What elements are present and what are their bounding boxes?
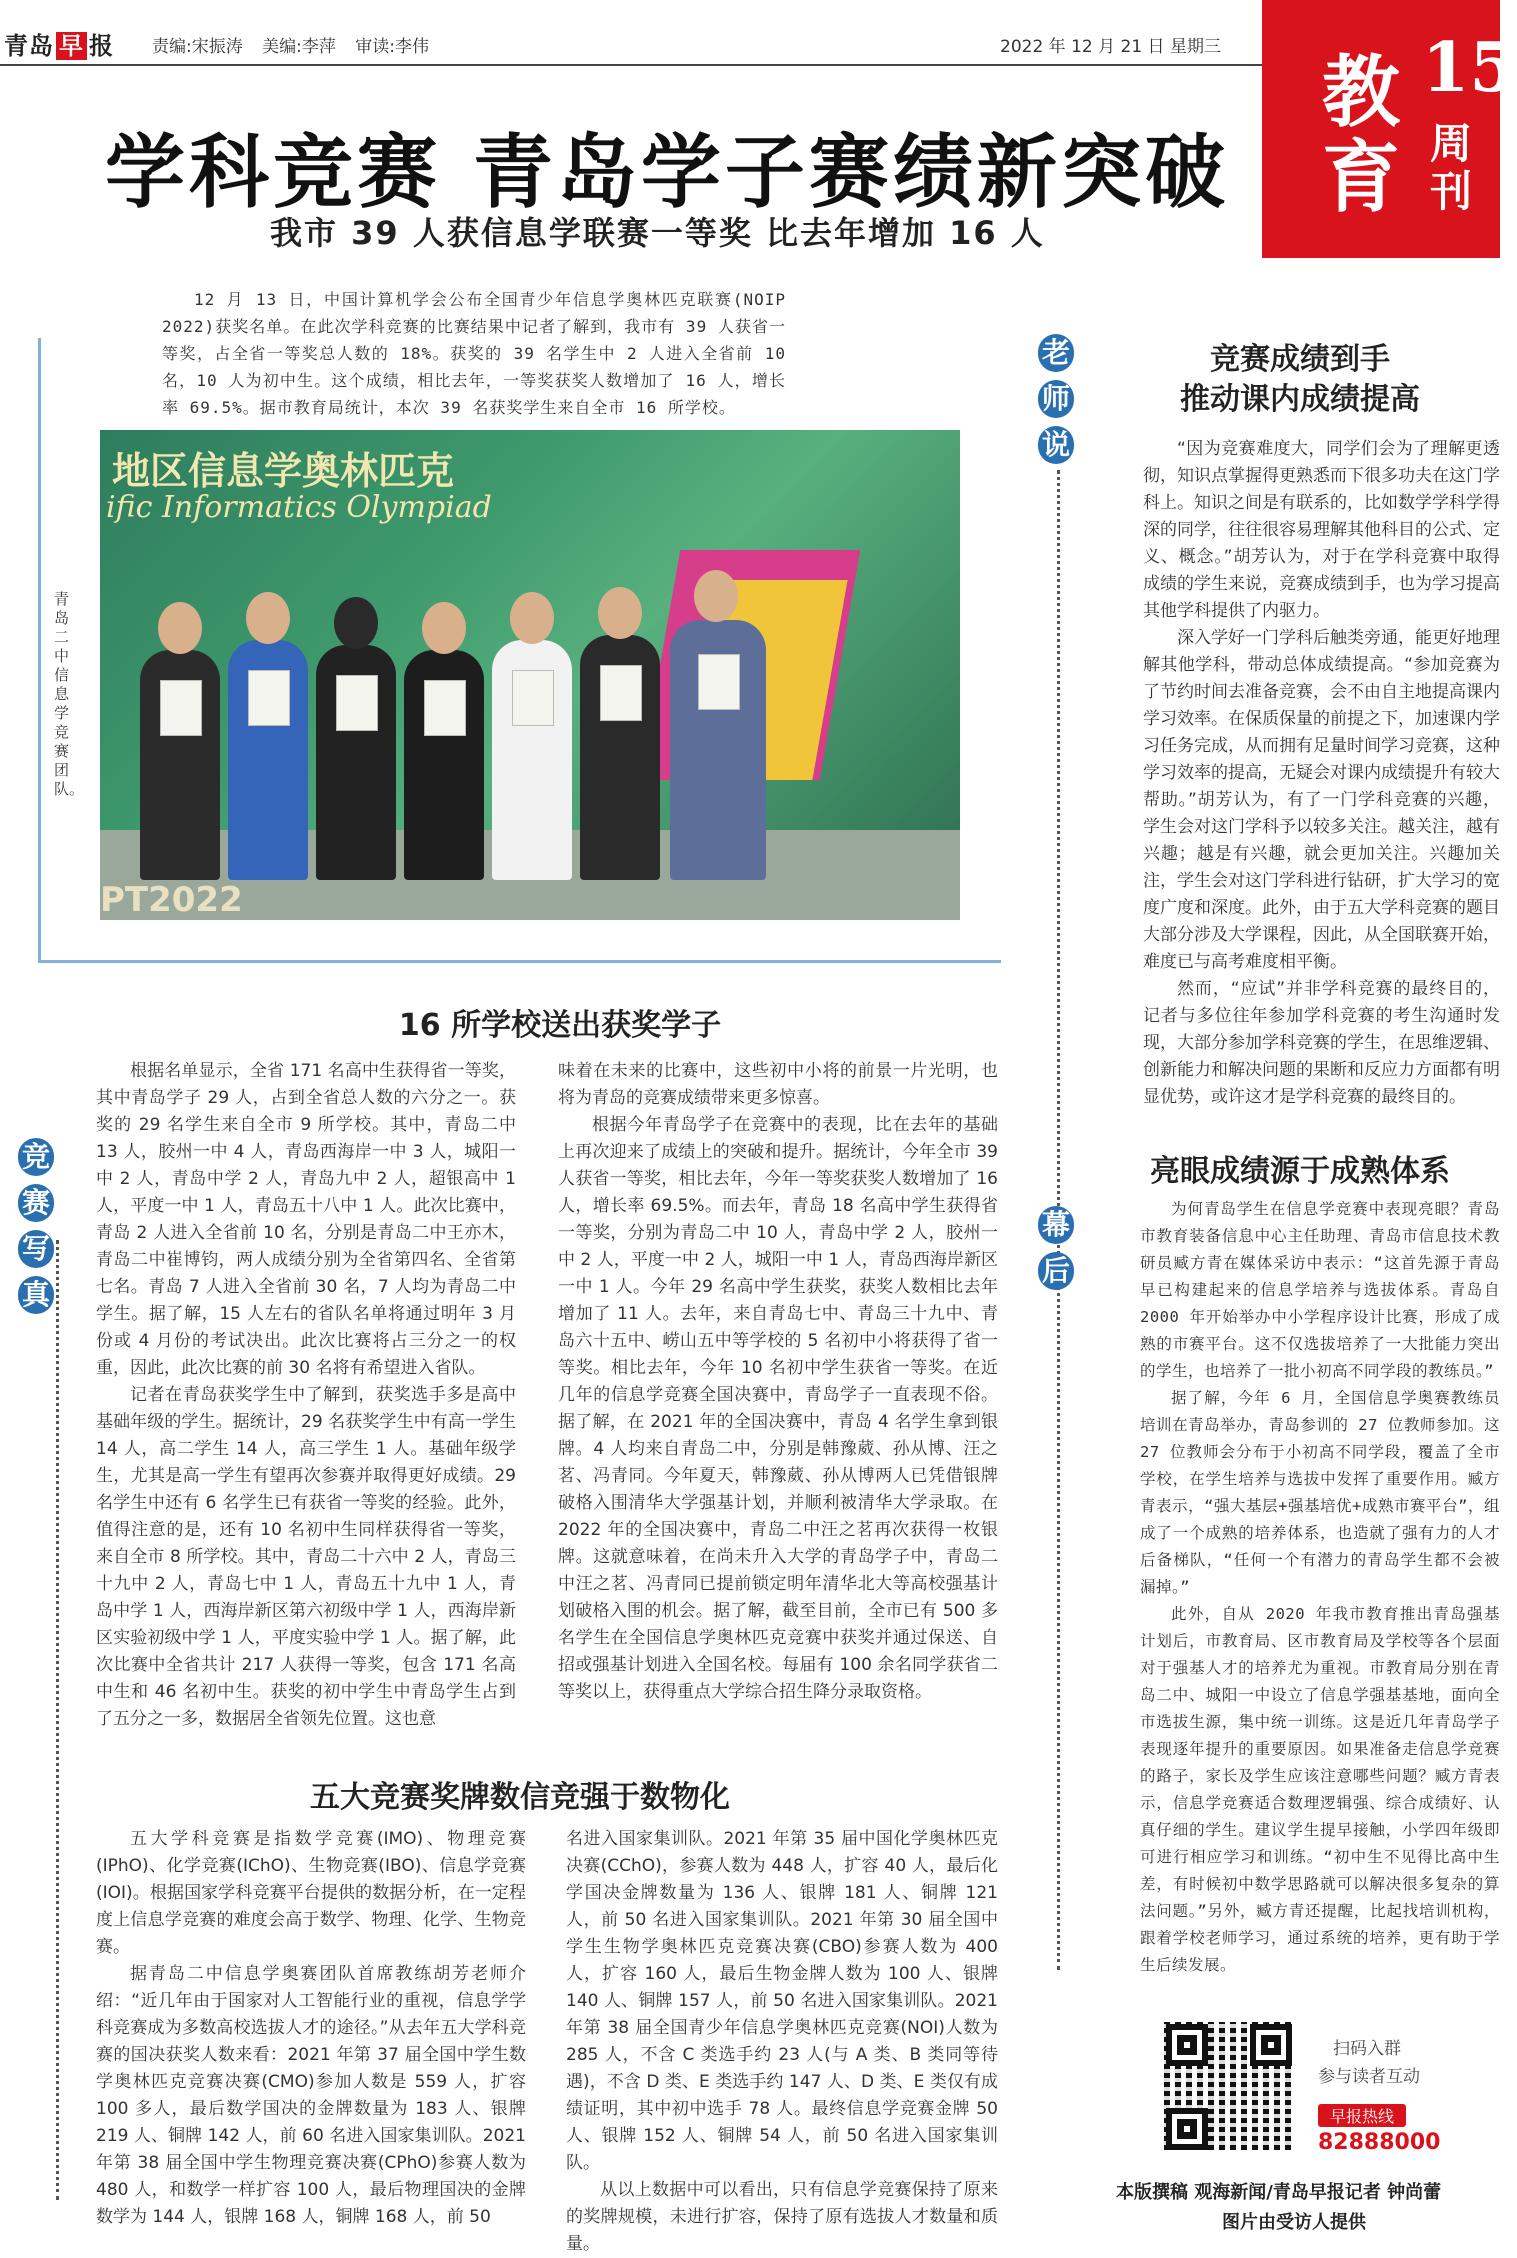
side-label-char: 写: [18, 1230, 54, 1268]
logo-text-left: 青岛: [4, 32, 54, 60]
section-keyword-2: 育: [1322, 132, 1401, 223]
side-label-char: 说: [1038, 426, 1074, 464]
photo-credit: 图片由受访人提供: [1222, 2212, 1366, 2233]
section-title-medals: 五大竞赛奖牌数信竞强于数物化: [310, 1780, 730, 1815]
subheadline: 我市 39 人获信息学联赛一等奖 比去年增加 16 人: [270, 214, 1045, 252]
side-label-char: 幕: [1038, 1206, 1074, 1244]
editor-name: 责编:宋振涛: [152, 37, 243, 57]
page-number: 15: [1422, 28, 1517, 108]
side-label-char: 师: [1038, 380, 1074, 418]
paragraph: 深入学好一门学科后触类旁通，能更好地理解其他学科，带动总体成绩提高。“参加竞赛为了节约时间去准备竞赛，会不由自主地提高课内学习效率。在保质保量的前提之下，加速课内学习任务完成，从而拥有足量时间学习竞赛，这种学习效率的提高，无疑会对课内成绩提升有较大帮助。”胡芳认为，有了一门学科竞赛的兴趣，学生会对这门学科予以较多关注。越关注，越有兴趣；越是有兴趣，就会更加关注。兴趣加关注，学生会对这门学科进行钻研，扩大学习的宽度广度和深度。此外，由于五大学科竞赛的题目大部分涉及大学课程，因此，从全国联赛开始，难度已与高考难度相平衡。: [1143, 628, 1500, 972]
paragraph: 根据名单显示，全省 171 名高中生获得省一等奖，其中青岛学子 29 人，占到全省总人数的六分之一。获奖的 29 名学生来自全市 9 所学校。其中，青岛二中 13 人，胶州一中 4 人，青岛西海岸一中 3 人，城阳一中 2 人，青岛中学 2 人，青岛九中 2 人，超银高中 1 人，平度一中 1 人，青岛五十八中 1 人。此次比赛中，青岛 2 人进入全省前 10 名，分别是青岛二中王亦木，青岛二中崔博钧，两人成绩分别为全省第四名、全省第七名。青岛 7 人进入全省前 30 名，7 人均为青岛二中学生。据了解，15 人左右的省队名单将通过明年 3 月份或 4 月份的考试决出。此次比赛将占三分之一的权重，因此，此次比赛的前 30 名将有希望进入省队。: [96, 1061, 516, 1378]
section-title-schools: 16 所学校送出获奖学子: [398, 1008, 722, 1043]
section-2-column-2: [566, 1826, 998, 2258]
paragraph: “因为竞赛难度大，同学们会为了理解更透彻，知识点掌握得更熟悉而下很多功夫在这门学科上。知识之间是有联系的，比如数学学科学得深的同学，往往很容易理解其他科目的公式、定义、概念。”胡芳认为，对于在学科竞赛中取得成绩的学生来说，竞赛成绩到手，也为学习提高其他学科提供了内驱力。: [1143, 439, 1500, 621]
student-figure: [580, 635, 660, 880]
paragraph: 此外，自从 2020 年我市教育推出青岛强基计划后，市教育局、区市教育局及学校等各个层面对于强基人才的培养尤为重视。市教育局分别在青岛二中、城阳一中设立了信息学强基基地，面向全市选拔生源，集中统一训练。这是近几年青岛学子表现逐年提升的重要原因。如果准备走信息学竞赛的路子，家长及学生应该注意哪些问题？臧方青表示，信息学竞赛适合数理逻辑强、综合成绩好、认真仔细的学生。建议学生提早接触，小学四年级即可进行相应学习和训练。“初中生不见得比高中生差，有时候初中数学思路就可以解决很多复杂的算法问题。”另外，臧方青还提醒，比起找培训机构，跟着学校老师学习，通过系统的培养，更有助于学生后续发展。: [1140, 1605, 1500, 1974]
top-rule: [0, 64, 1262, 66]
paragraph: 记者在青岛获奖学生中了解到，获奖选手多是高中基础年级的学生。据统计，29 名获奖学生中有高一学生 14 人，高二学生 14 人，高三学生 1 人。基础年级学生，尤其是高一学生有望再次参赛并取得更好成绩。29 名学生中还有 6 名学生已有获省一等奖的经验。此外，值得注意的是，还有 10 名初中生同样获得省一等奖，来自全市 8 所学校。其中，青岛二十六中 2 人，青岛三十九中 2 人，青岛七中 1 人，青岛五十九中 1 人，青岛中学 1 人，西海岸新区第六初级中学 1 人，西海岸新区实验初级中学 1 人，平度实验中学 1 人。据了解，此次比赛中全省共计 217 人获得一等奖，包含 171 名高中生和 46 名初中生。获奖的初中学生中青岛学生占到了五分之一多，数据居全省领先位置。这也意: [96, 1385, 516, 1729]
newspaper-logo: [4, 26, 114, 61]
right-column-2: [1140, 1196, 1500, 1979]
side-label-char: 真: [18, 1276, 54, 1314]
student-figure: [670, 620, 766, 880]
photo-caption: 青岛二中信息学竞赛团队。: [54, 590, 85, 798]
weekly-label: 周刊: [1430, 119, 1473, 216]
team-photo: [100, 430, 960, 920]
side-label-behind: [1038, 1206, 1074, 1298]
designer-name: 美编:李萍: [262, 37, 336, 57]
qr-finder: [1166, 2108, 1208, 2150]
paragraph: 从以上数据中可以看出，只有信息学竞赛保持了原来的奖牌规模，未进行扩容，保持了原有选拔人才数量和质量。: [566, 2180, 998, 2254]
qr-text-interact: 参与读者互动: [1318, 2067, 1420, 2087]
side-label-teacher: [1038, 334, 1074, 472]
paragraph: 五大学科竞赛是指数学竞赛(IMO)、物理竞赛(IPhO)、化学竞赛(IChO)、生物竞赛(IBO)、信息学竞赛(IOI)。根据国家学科竞赛平台提供的数据分析，在一定程度上信息学竞赛的难度会高于数学、物理、化学、生物竞赛。: [96, 1829, 526, 1957]
paragraph: 根据今年青岛学子在竞赛中的表现，比在去年的基础上再次迎来了成绩上的突破和提升。据统计，今年全市 39 人获省一等奖，相比去年，今年一等奖获奖人数增加了 16 人，增长率 69.5%。而去年，青岛 18 名高中学生获得省一等奖，分别为青岛二中 10 人，青岛中学 2 人，胶州一中 2 人，平度一中 2 人，城阳一中 1 人，青岛西海岸新区一中 1 人。今年 29 名高中学生获奖，获奖人数相比去年增加了 11 人。去年，来自青岛七中、青岛三十九中、青岛六十五中、崂山五中等学校的 5 名初中小将获得了省一等奖。相比去年，今年 10 名初中学生获省一等奖。在近几年的信息学竞赛全国决赛中，青岛学子一直表现不俗。据了解，在 2021 年的全国决赛中，青岛 4 名学生拿到银牌。4 人均来自青岛二中，分别是韩豫葳、孙从博、汪之茗、冯青同。今年夏天，韩豫葳、孙从博两人已凭借银牌破格入围清华大学强基计划，并顺利被清华大学录取。在 2022 年的全国决赛中，青岛二中汪之茗再次获得一枚银牌。这就意味着，在尚未升入大学的青岛学子中，青岛二中汪之茗、冯青同已提前锁定明年清华北大等高校强基计划破格入围的机会。据了解，截至目前，全市已有 500 多名学生在全国信息学奥林匹克竞赛中获奖并通过保送、自招或强基计划进入全国名校。每届有 100 余名同学获省二等奖以上，获得重点大学综合招生降分录取资格。: [558, 1115, 998, 1702]
section-block: [1262, 0, 1517, 258]
student-figure: [492, 640, 572, 880]
photo-banner-chinese: 地区信息学奥林匹克: [112, 448, 455, 493]
logo-text-right: 报: [89, 32, 114, 60]
reviewer-name: 审读:李伟: [355, 37, 430, 57]
student-figure: [316, 645, 396, 880]
photo-sign: PT2022: [100, 880, 243, 920]
dotted-divider: [56, 1240, 59, 2200]
qr-code-pattern: [1164, 2022, 1292, 2150]
student-figure: [228, 640, 308, 880]
right-title-line: 推动课内成绩提高: [1180, 382, 1420, 417]
paragraph: 味着在未来的比赛中，这些初中小将的前景一片光明，也将为青岛的竞赛成绩带来更多惊喜。: [558, 1061, 998, 1108]
paragraph: 据青岛二中信息学奥赛团队首席教练胡芳老师介绍：“近几年由于国家对人工智能行业的重视，信息学学科竞赛成为多数高校选拔人才的途径。”从去年五大学科竞赛的国决获奖人数来看：2021 年第 37 届全国中学生数学奥林匹克竞赛决赛(CMO)参加人数是 559 人，扩容 100 多人，最后数学国决的金牌数量为 183 人、银牌 219 人、铜牌 142 人，前 60 名进入国家集训队。2021 年第 38 届全国中学生物理竞赛决赛(CPhO)参赛人数为 480 人，和数学一样扩容 100 人，最后物理国决的金牌数学为 144 人，银牌 168 人，铜牌 168 人，前 50: [96, 1964, 526, 2227]
section-2-column-1: [96, 1826, 526, 2231]
author-credit: 本版撰稿 观海新闻/青岛早报记者 钟尚蕾: [1116, 2182, 1442, 2203]
qr-finder: [1166, 2024, 1208, 2066]
section-1-column-1: [96, 1058, 516, 1733]
qr-finder: [1250, 2024, 1292, 2066]
student-figure: [140, 650, 220, 880]
hotline-label: 早报热线: [1318, 2104, 1406, 2127]
section-1-column-2: [558, 1058, 998, 1706]
paragraph: 据了解，今年 6 月，全国信息学奥赛教练员培训在青岛举办，青岛参训的 27 位教师参加。这 27 位教师会分布于小初高不同学段，覆盖了全市学校，在学生培养与选拔中发挥了重要作用。臧方青表示，“强大基层+强基培优+成熟市赛平台”，组成了一个成熟的培养体系，也造就了强有力的人才后备梯队，“任何一个有潜力的青岛学生都不会被漏掉。”: [1140, 1389, 1500, 1596]
right-title-system: 亮眼成绩源于成熟体系: [1150, 1154, 1450, 1189]
right-column-1: [1143, 436, 1500, 1111]
side-label-char: 老: [1038, 334, 1074, 372]
right-title-line: 竞赛成绩到手: [1210, 342, 1390, 377]
photo-banner-english: ific Informatics Olympiad: [106, 490, 492, 525]
right-title-results: [1100, 340, 1500, 420]
side-label-char: 竞: [18, 1138, 54, 1176]
editor-credits: [152, 32, 443, 57]
headline: 学科竞赛 青岛学子赛绩新突破: [105, 125, 1229, 219]
section-keyword-1: 教: [1322, 47, 1401, 138]
hotline-number[interactable]: 82888000: [1318, 2130, 1441, 2155]
qr-text-scan: 扫码入群: [1333, 2039, 1401, 2059]
paragraph: 名进入国家集训队。2021 年第 35 届中国化学奥林匹克决赛(CChO)，参赛人数为 448 人，扩容 40 人，最后化学国决金牌数量为 136 人、银牌 181 人、铜牌 121 人，前 50 名进入国家集训队。2021 年第 30 届全国中学生生物学奥林匹克竞赛决赛(CBO)参赛人数为 400 人，扩容 160 人，最后生物金牌人数为 100 人、银牌 140 人、铜牌 157 人，前 50 名进入国家集训队。2021 年第 38 届全国青少年信息学奥林匹克竞赛(NOI)人数为 285 人，不含 C 类选手约 23 人(与 A 类、B 类同等待遇)，不含 D 类、E 类选手约 147 人、D 类、E 类仅有成绩证明，其中初中选手 78 人。最终信息学竞赛金牌 50 人、银牌 152 人、铜牌 54 人，前 50 名进入国家集训队。: [566, 1829, 998, 2173]
side-label-competition: [18, 1138, 54, 1322]
student-figure: [404, 650, 484, 880]
side-label-char: 赛: [18, 1184, 54, 1222]
paragraph: 为何青岛学生在信息学竞赛中表现亮眼？青岛市教育装备信息中心主任助理、青岛市信息技术教研员臧方青在媒体采访中表示：“这首先源于青岛早已构建起来的信息学培养与选拔体系。青岛自 2000 年开始举办中小学程序设计比赛，形成了成熟的市赛平台。这不仅选拔培养了一大批能力突出的学生，也培养了一批小初高不同学段的教练员。”: [1140, 1200, 1500, 1380]
issue-date: 2022 年 12 月 21 日 星期三: [1000, 37, 1221, 57]
lead-text: 12 月 13 日，中国计算机学会公布全国青少年信息学奥林匹克联赛(NOIP 2022)获奖名单。在此次学科竞赛的比赛结果中记者了解到，我市有 39 人获省一等奖，占全省一等奖总人数的 18%。获奖的 39 名学生中 2 人进入全省前 10 名，10 人为初中生。这个成绩，相比去年，一等奖获奖人数增加了 16 人，增长率 69.5%。据市教育局统计，本次 39 名获奖学生来自全市 16 所学校。: [162, 290, 786, 417]
paragraph: 然而，“应试”并非学科竞赛的最终目的，记者与多位往年参加学科竞赛的考生沟通时发现，大部分参加学科竞赛的学生，在思维逻辑、创新能力和解决问题的果断和反应力方面都有明显优势，或许这才是学科竞赛的最终目的。: [1143, 979, 1500, 1107]
logo-text-red: 早: [56, 32, 87, 60]
side-label-char: 后: [1038, 1252, 1074, 1290]
